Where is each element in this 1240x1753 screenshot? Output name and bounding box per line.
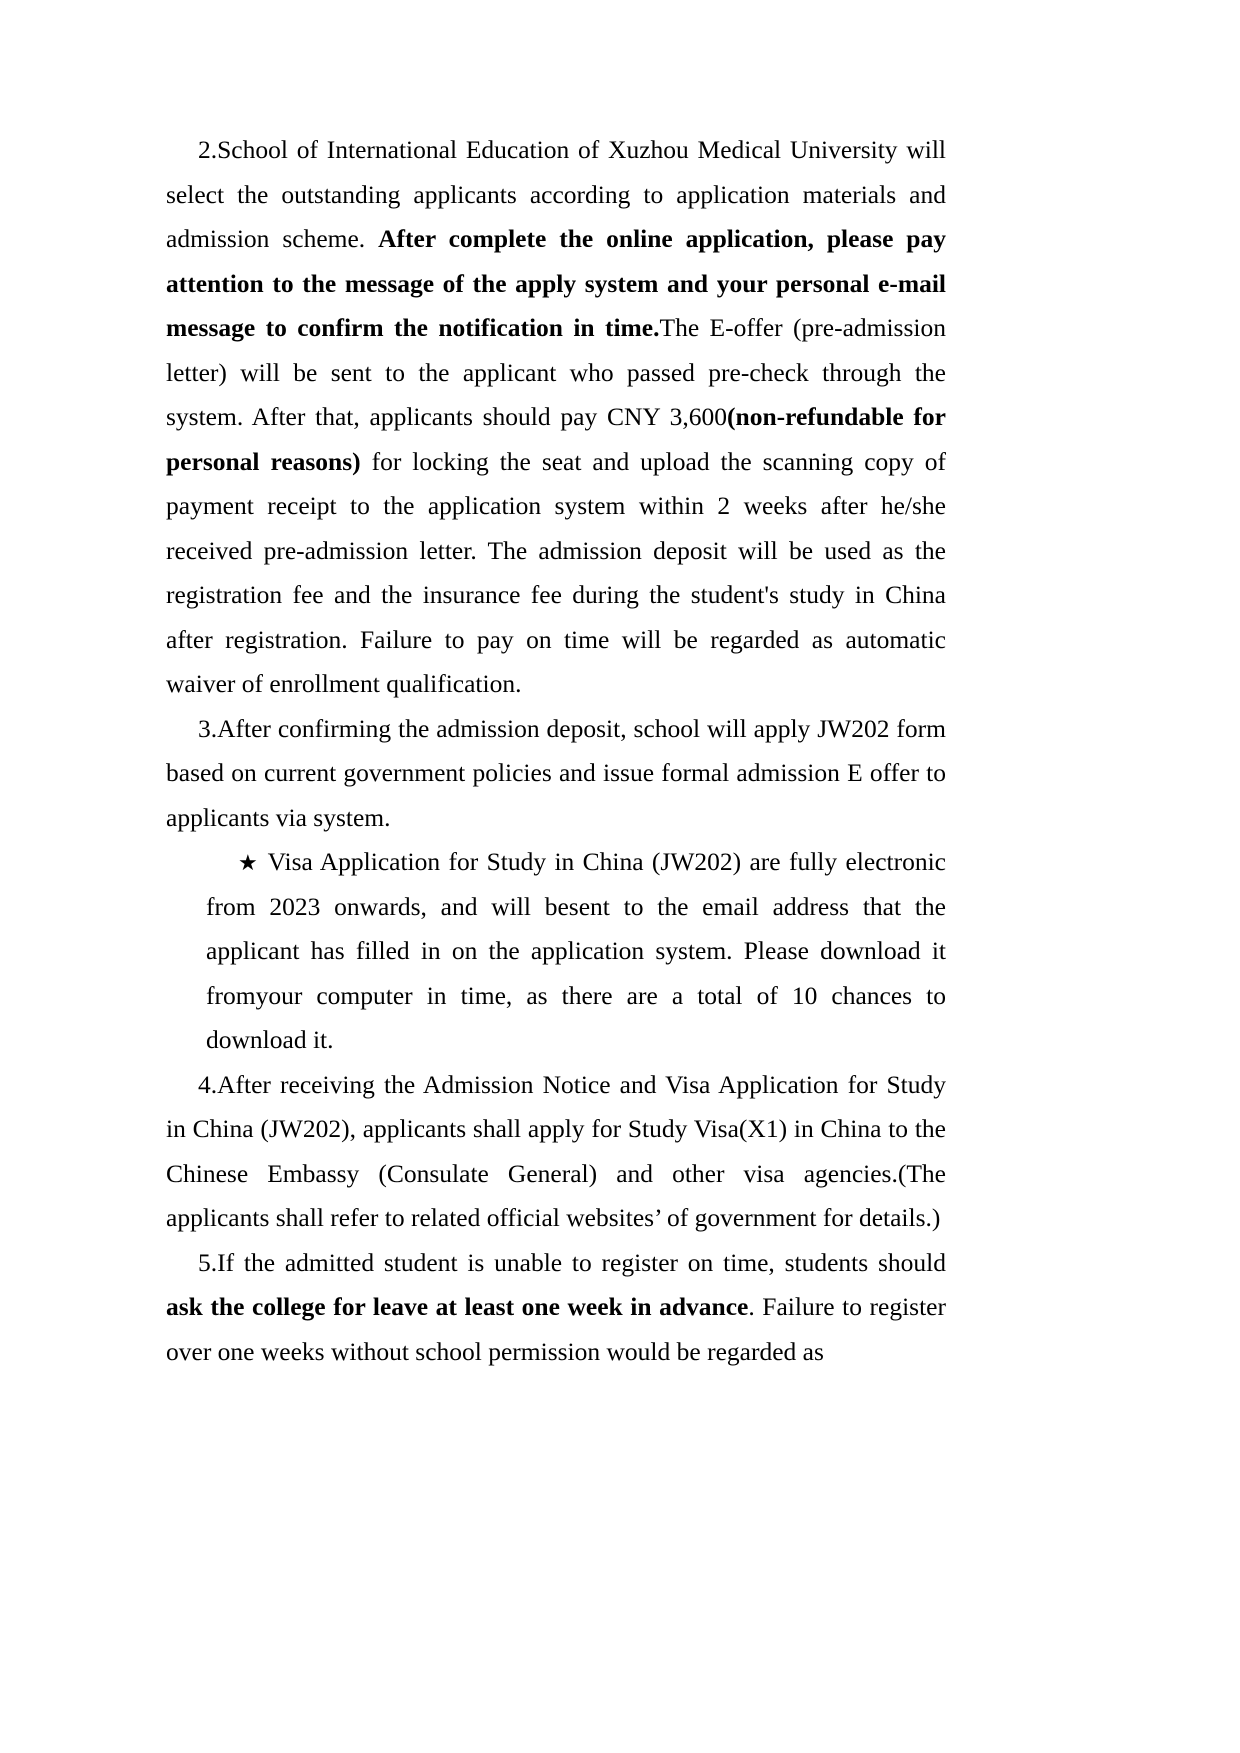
paragraph-2 <box>166 128 946 707</box>
document-body <box>166 128 946 1374</box>
star-icon: ★ <box>238 851 260 876</box>
paragraph-2-run-2-bold: After complete the online application, please pay attention to the message of the apply system and your personal e-mail message to confirm the notification in time. <box>166 224 946 342</box>
paragraph-3-run-1: 3.After confirming the admission deposit, school will apply JW202 form based on current government policies and issue formal admission E offer to applicants via system. <box>166 713 946 832</box>
paragraph-2-run-5: for locking the seat and upload the scanning copy of payment receipt to the application system within 2 weeks after he/she received pre-admission letter. The admission deposit will be used as the registration fee and the insurance fee during the student's study in China after registration. Failure to pay on time will be regarded as automatic waiver of enrollment qualification. <box>166 446 946 698</box>
paragraph-2-run-3: The E-offer (pre-admission letter) will be sent to the applicant who passed pre-check through the system. After that, applicants should pay CNY 3,600 <box>166 313 946 431</box>
paragraph-5-run-3: . Failure to register over one weeks without school permission would be regarded as <box>166 1292 946 1366</box>
star-note-run-1: Visa Application for Study in China (JW202) are fully electronic from 2023 onwards, and will besent to the email address that the applicant has filled in on the application system. Please download it fromyour computer in time, as there are a total of 10 chances to download it. <box>206 847 946 1054</box>
paragraph-2-run-1: 2.School of International Education of Xuzhou Medical University will select the outstanding applicants according to application materials and admission scheme. <box>166 135 946 253</box>
paragraph-4 <box>166 1063 946 1241</box>
paragraph-4-run-1: 4.After receiving the Admission Notice and Visa Application for Study in China (JW202), applicants shall apply for Study Visa(X1) in China to the Chinese Embassy (Consulate General) and other visa agencies.(The applicants shall refer to related official websites’ of government for details.) <box>166 1069 946 1232</box>
paragraph-3 <box>166 707 946 841</box>
paragraph-5 <box>166 1241 946 1375</box>
star-note-block <box>206 840 946 1063</box>
paragraph-5-run-1: 5.If the admitted student is unable to register on time, students should <box>198 1247 946 1277</box>
paragraph-5-run-2-bold: ask the college for leave at least one week in advance <box>166 1292 749 1321</box>
paragraph-2-run-4-bold: (non-refundable for personal reasons) <box>166 402 946 476</box>
